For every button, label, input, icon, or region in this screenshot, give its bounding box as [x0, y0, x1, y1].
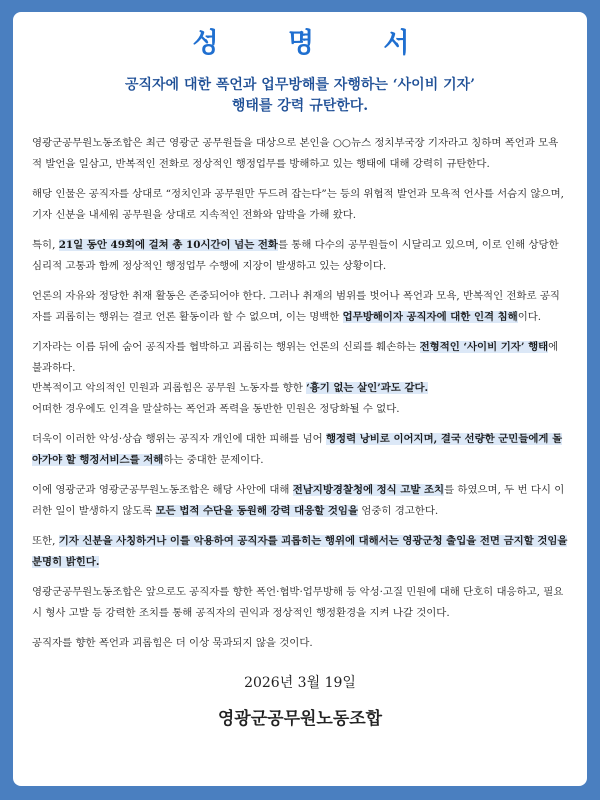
paragraph-text: 이에 영광군과 영광군공무원노동조합은 해당 사안에 대해 — [32, 484, 293, 496]
highlighted-text: 전남지방경찰청에 정식 고발 조치 — [292, 484, 445, 496]
paragraph-text: 어떠한 경우에도 인격을 말살하는 폭언과 폭력을 동반한 민원은 정당화될 수 없다. — [32, 402, 400, 415]
paragraph-text: 공직자를 향한 폭언과 괴롭힘은 더 이상 묵과되지 않을 것이다. — [32, 637, 313, 649]
paragraph-text: 기자라는 이름 뒤에 숨어 공직자를 협박하고 괴롭히는 행위는 언론의 신뢰를 훼손하는 — [32, 341, 420, 353]
highlighted-text: 21일 동안 49회에 걸쳐 총 10시간이 넘는 전화 — [58, 239, 278, 251]
paragraph-text: 또한, — [32, 535, 59, 547]
subtitle — [32, 75, 568, 117]
body-paragraph — [32, 429, 568, 470]
body-paragraph — [32, 531, 568, 572]
statement-card — [13, 12, 587, 786]
paragraph-text: 특히, — [32, 239, 59, 251]
body-paragraph — [32, 184, 568, 225]
paragraph-text: 해당 인물은 공직자를 상대로 “정치인과 공무원만 두드려 잡는다”는 등의 위협적 발언과 모욕적 언사를 서슴지 않으며, 기자 신분을 내세워 공무원을 상대로 지속적인 전화와 압박을 가해 왔다. — [32, 188, 564, 221]
paragraph-text: 영광군공무원노동조합은 최근 영광군 공무원들을 대상으로 본인을 ○○뉴스 정치부국장 기자라고 칭하며 폭언과 모욕적 발언을 일삼고, 반복적인 전화로 정상적인 행정업무를 방해하고 있는 행태에 대해 강력히 규탄한다. — [32, 137, 559, 170]
body-paragraph — [32, 582, 568, 623]
subtitle-line-1: 공직자에 대한 폭언과 업무방해를 자행하는 ‘사이비 기자’ — [124, 77, 476, 93]
paragraph-text: 를 하였으며, 두 번 다시 이러한 일이 발생하지 않도록 — [32, 484, 565, 517]
body-paragraph — [32, 337, 568, 419]
paragraph-text: 를 통해 다수의 공무원들이 시달리고 있으며, 이로 인해 상당한 심리적 고통과 함께 정상적인 행정업무 수행에 지장이 발생하고 있는 상황이다. — [32, 239, 559, 272]
body-paragraph — [32, 133, 568, 174]
highlighted-text: ‘흉기 없는 살인’과도 같다. — [306, 382, 429, 394]
highlighted-text: 기자 신분을 사칭하거나 이를 악용하여 공직자를 괴롭히는 행위에 대해서는 영광군청 출입을 전면 금지할 것임을 분명히 밝힌다. — [32, 535, 568, 568]
highlighted-text: 모든 법적 수단을 동원해 강력 대응할 것임을 — [155, 504, 359, 517]
body-paragraph — [32, 235, 568, 276]
body-paragraph — [32, 286, 568, 327]
highlighted-text: 행정력 낭비로 이어지며, 결국 선량한 군민들에게 돌아가야 할 행정서비스를 저해 — [32, 433, 563, 466]
paragraph-text: 하는 중대한 문제이다. — [163, 453, 264, 466]
statement-body — [32, 133, 568, 654]
paragraph-text: 이다. — [517, 310, 542, 323]
organization-name: 영광군공무원노동조합 — [217, 708, 383, 729]
paragraph-text: 언론의 자유와 정당한 취재 활동은 존중되어야 한다. 그러나 취재의 범위를 벗어나 폭언과 모욕, 반복적인 전화로 공직자를 괴롭히는 행위는 결코 언론 활동이라 할 수 없으며, 이는 명백한 — [32, 290, 560, 323]
highlighted-text: 전형적인 ‘사이비 기자’ 행태 — [419, 341, 549, 353]
statement-date: 2026년 3월 19일 — [244, 674, 356, 691]
paragraph-text: 영광군공무원노동조합은 앞으로도 공직자를 향한 폭언·협박·업무방해 등 악성·고질 민원에 대해 단호히 대응하고, 필요 시 형사 고발 등 강력한 조치를 통해 공직자의 권익과 정상적인 행정환경을 지켜 나갈 것이다. — [32, 586, 564, 619]
body-paragraph — [32, 633, 568, 654]
highlighted-text: 업무방해이자 공직자에 대한 인격 침해 — [342, 310, 518, 323]
paragraph-text: 더욱이 이러한 악성·상습 행위는 공직자 개인에 대한 피해를 넘어 — [32, 433, 326, 445]
body-paragraph — [32, 480, 568, 521]
paragraph-text: 반복적이고 악의적인 민원과 괴롭힘은 공무원 노동자를 향한 — [32, 382, 307, 394]
paragraph-text: 에 불과하다. — [32, 341, 559, 374]
subtitle-line-2: 행태를 강력 규탄한다. — [231, 98, 369, 114]
paragraph-text: 엄중히 경고한다. — [358, 504, 439, 517]
page-title: 성 명 서 — [192, 28, 440, 59]
